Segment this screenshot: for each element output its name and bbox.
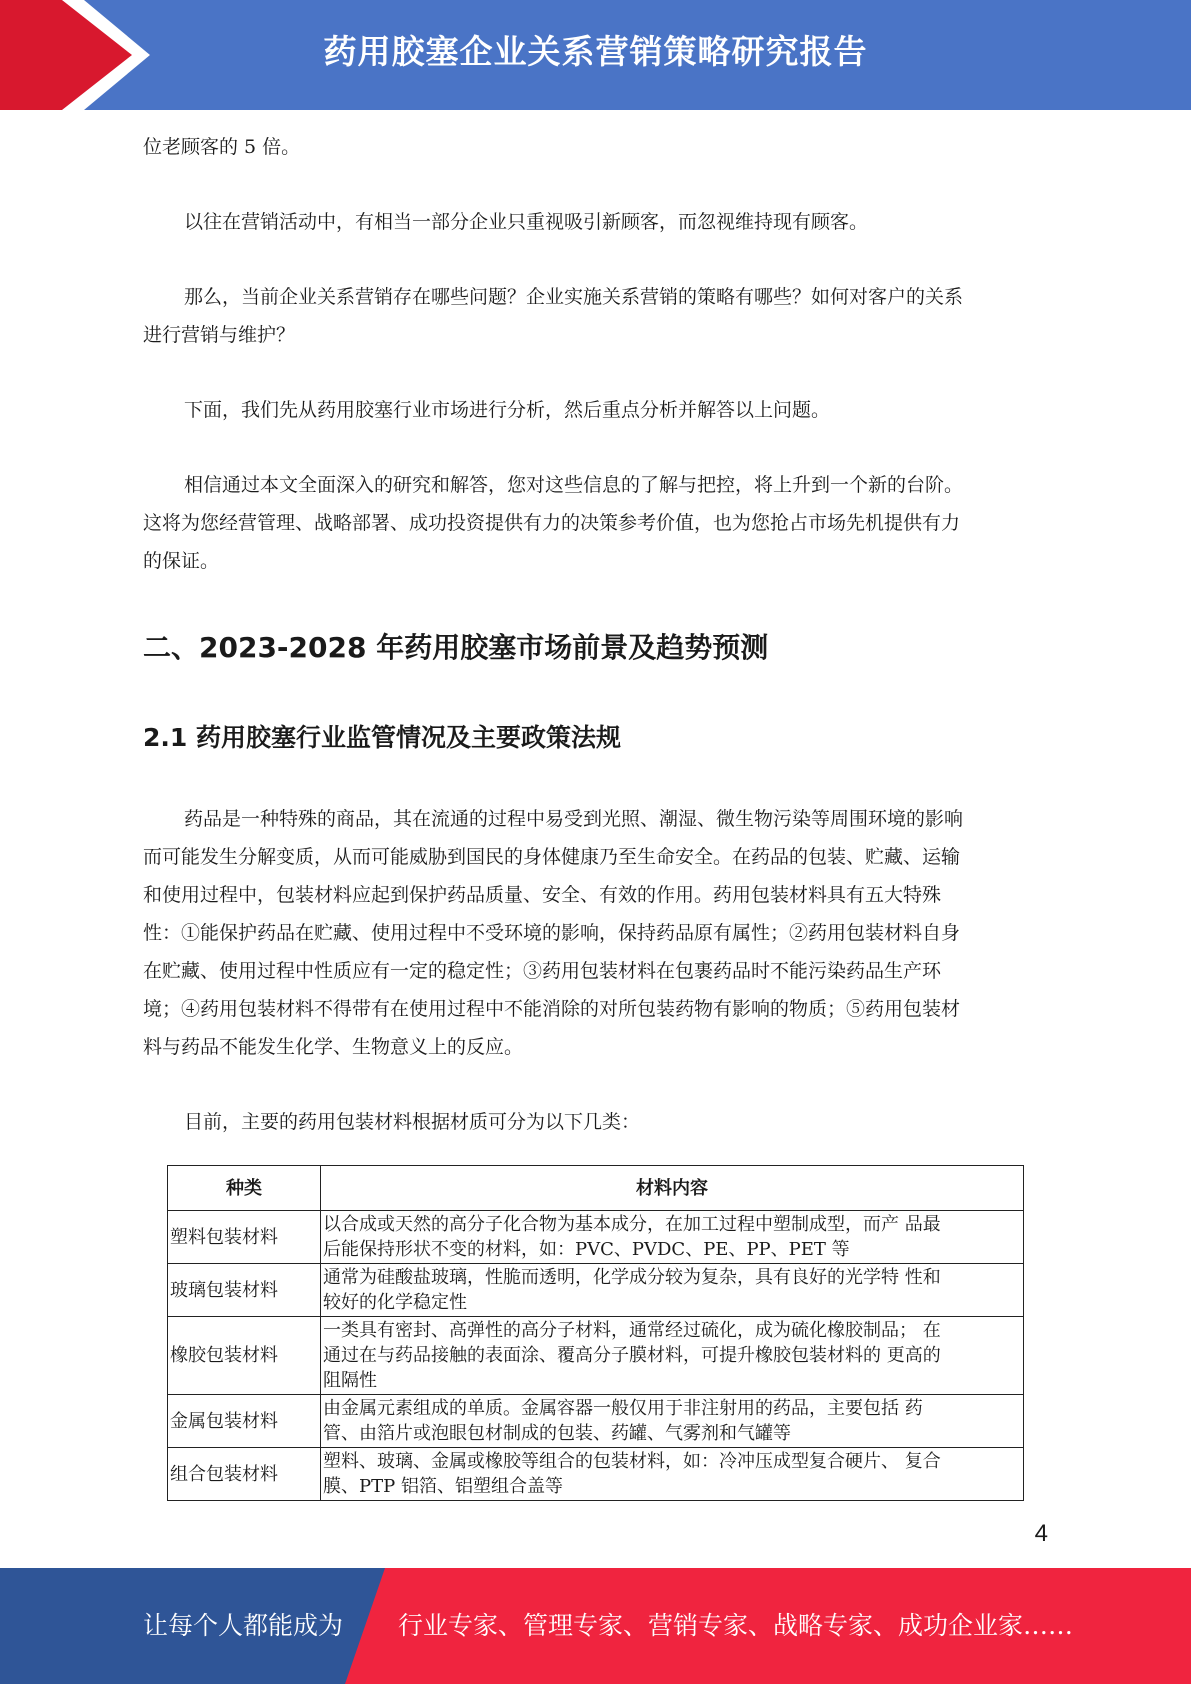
paragraph: 那么，当前企业关系营销存在哪些问题？企业实施关系营销的策略有哪些？如何对客户的关系 bbox=[184, 286, 964, 308]
paragraph: 药品是一种特殊的商品，其在流通的过程中易受到光照、潮湿、微生物污染等周围环境的影响 bbox=[184, 808, 964, 830]
page-footer bbox=[0, 1568, 1191, 1684]
page-number: 4 bbox=[1034, 1520, 1048, 1547]
paragraph: 下面，我们先从药用胶塞行业市场进行分析，然后重点分析并解答以上问题。 bbox=[184, 399, 831, 421]
cell-line: 通常为硅酸盐玻璃，性脆而透明，化学成分较为复杂，具有良好的光学特 性和 bbox=[323, 1267, 941, 1288]
column-header: 种类 bbox=[168, 1166, 321, 1211]
table-row bbox=[168, 1448, 1024, 1501]
cell-line: 膜、PTP 铝箔、铝塑组合盖等 bbox=[323, 1476, 563, 1497]
category-cell: 玻璃包装材料 bbox=[168, 1264, 321, 1317]
paragraph-line: 的保证。 bbox=[143, 550, 220, 572]
description-cell bbox=[321, 1211, 1024, 1264]
paragraph: 位老顾客的 5 倍。 bbox=[143, 136, 301, 158]
category-cell: 塑料包装材料 bbox=[168, 1211, 321, 1264]
page-header bbox=[0, 0, 1191, 110]
paragraph-line: 在贮藏、使用过程中性质应有一定的稳定性；③药用包装材料在包裹药品时不能污染药品生产环 bbox=[143, 960, 942, 982]
paragraph: 目前，主要的药用包装材料根据材质可分为以下几类： bbox=[184, 1111, 641, 1133]
footer-slogan-right: 行业专家、管理专家、营销专家、战略专家、成功企业家…… bbox=[398, 1611, 1074, 1640]
page-content bbox=[143, 128, 1048, 1141]
cell-line: 一类具有密封、高弹性的高分子材料，通常经过硫化，成为硫化橡胶制品； 在 bbox=[323, 1320, 941, 1341]
table-row bbox=[168, 1317, 1024, 1395]
cell-line: 较好的化学稳定性 bbox=[323, 1292, 467, 1313]
table-row bbox=[168, 1264, 1024, 1317]
cell-line: 管、由箔片或泡眼包材制成的包装、药罐、气雾剂和气罐等 bbox=[323, 1423, 791, 1444]
category-cell: 橡胶包装材料 bbox=[168, 1317, 321, 1395]
footer-slogan-left: 让每个人都能成为 bbox=[143, 1611, 344, 1640]
paragraph-line: 进行营销与维护？ bbox=[143, 324, 296, 346]
subsection-heading: 2.1 药用胶塞行业监管情况及主要政策法规 bbox=[143, 723, 621, 752]
cell-line: 通过在与药品接触的表面涂、覆高分子膜材料，可提升橡胶包装材料的 更高的 bbox=[323, 1345, 941, 1366]
paragraph-line: 境；④药用包装材料不得带有在使用过程中不能消除的对所包装药物有影响的物质；⑤药用包装材 bbox=[143, 998, 961, 1020]
paragraph: 相信通过本文全面深入的研究和解答，您对这些信息的了解与把控，将上升到一个新的台阶。 bbox=[184, 474, 964, 496]
section-heading: 二、2023-2028 年药用胶塞市场前景及趋势预测 bbox=[143, 631, 769, 664]
paragraph-line: 这将为您经营管理、战略部署、成功投资提供有力的决策参考价值，也为您抢占市场先机提供有力 bbox=[143, 512, 961, 534]
paragraph: 以往在营销活动中，有相当一部分企业只重视吸引新顾客，而忽视维持现有顾客。 bbox=[184, 211, 869, 233]
table-row bbox=[168, 1395, 1024, 1448]
paragraph-line: 料与药品不能发生化学、生物意义上的反应。 bbox=[143, 1036, 524, 1058]
description-cell bbox=[321, 1317, 1024, 1395]
category-cell: 组合包装材料 bbox=[168, 1448, 321, 1501]
cell-line: 由金属元素组成的单质。金属容器一般仅用于非注射用的药品，主要包括 药 bbox=[323, 1398, 923, 1419]
column-header: 材料内容 bbox=[321, 1166, 1024, 1211]
cell-line: 阻隔性 bbox=[323, 1370, 377, 1391]
cell-line: 塑料、玻璃、金属或橡胶等组合的包装材料，如：冷冲压成型复合硬片、 复合 bbox=[323, 1451, 941, 1472]
cell-line: 后能保持形状不变的材料，如：PVC、PVDC、PE、PP、PET 等 bbox=[323, 1239, 850, 1260]
cell-line: 以合成或天然的高分子化合物为基本成分，在加工过程中塑制成型，而产 品最 bbox=[323, 1214, 941, 1235]
description-cell bbox=[321, 1395, 1024, 1448]
paragraph-line: 性：①能保护药品在贮藏、使用过程中不受环境的影响，保持药品原有属性；②药用包装材料自身 bbox=[143, 922, 961, 944]
table-row bbox=[168, 1211, 1024, 1264]
packaging-materials-table bbox=[167, 1165, 1024, 1501]
table-header-row bbox=[168, 1166, 1024, 1211]
category-cell: 金属包装材料 bbox=[168, 1395, 321, 1448]
description-cell bbox=[321, 1264, 1024, 1317]
description-cell bbox=[321, 1448, 1024, 1501]
paragraph-line: 而可能发生分解变质，从而可能威胁到国民的身体健康乃至生命安全。在药品的包装、贮藏、运输 bbox=[143, 846, 961, 868]
report-title: 药用胶塞企业关系营销策略研究报告 bbox=[323, 32, 868, 71]
paragraph-line: 和使用过程中，包装材料应起到保护药品质量、安全、有效的作用。药用包装材料具有五大特殊 bbox=[143, 884, 942, 906]
